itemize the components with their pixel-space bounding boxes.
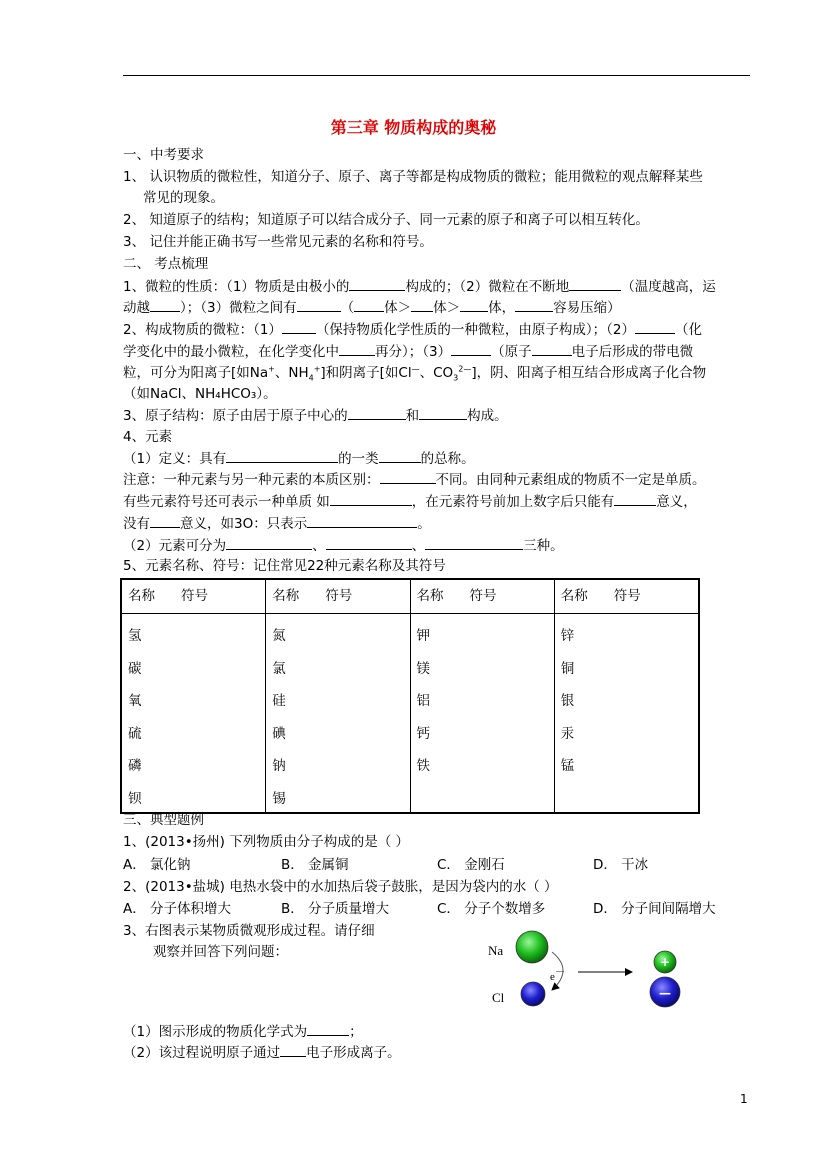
element-name: 磷 — [128, 758, 142, 774]
text: 3、原子结构：原子由居于原子中心的 — [123, 408, 348, 424]
element-name: 硅 — [272, 693, 286, 709]
text: 、 — [411, 538, 426, 554]
blank — [411, 298, 433, 312]
blank — [425, 536, 523, 550]
element-name: 碳 — [128, 660, 142, 677]
na-label: Na — [488, 943, 504, 958]
atom-structure — [123, 406, 508, 425]
element-heading: 4、元素 — [123, 429, 173, 445]
header-name: 名称 — [560, 588, 588, 604]
header-cell — [121, 579, 266, 614]
blank — [307, 514, 417, 528]
blank — [532, 342, 572, 356]
blank — [280, 1043, 306, 1057]
ionic-bond-diagram — [480, 920, 720, 1020]
blank — [460, 298, 488, 312]
option-a: A． 氯化钠 — [123, 857, 191, 873]
blank — [569, 277, 621, 291]
element-name: 氧 — [128, 693, 142, 709]
requirement-3: 3、 记住并能正确书写一些常见元素的名称和符号。 — [123, 234, 433, 250]
element-column — [266, 614, 410, 814]
element-column — [410, 614, 554, 814]
requirement-1-cont: 常见的现象。 — [143, 190, 224, 206]
element-symbol-note — [123, 492, 697, 511]
option-b: B． 分子质量增大 — [281, 901, 390, 917]
chapter-title: 第三章 物质构成的奥秘 — [330, 118, 497, 137]
text: 动越 — [123, 300, 150, 316]
text: ]和阴离子[如Cl — [320, 365, 412, 381]
blank — [339, 342, 375, 356]
blank — [150, 514, 180, 528]
text: 再分）；（3） — [375, 344, 452, 360]
element-name: 硫 — [128, 725, 142, 742]
blank — [226, 449, 338, 463]
option-a: A． 分子体积增大 — [123, 901, 232, 917]
blank — [282, 320, 316, 334]
text: 体， — [488, 300, 516, 316]
text: ）；（3）微粒之间有 — [180, 300, 297, 316]
header-name: 名称 — [128, 588, 155, 604]
sup: — — [411, 364, 420, 374]
text: 、NH — [274, 365, 309, 381]
electron-label: e — [550, 971, 555, 983]
question-2: 2、(2013•盐城) 电热水袋中的水加热后袋子鼓胀，是因为袋内的水（ ） — [123, 879, 558, 895]
blank — [635, 320, 675, 334]
header-symbol: 符号 — [469, 588, 497, 604]
particles-line3 — [123, 364, 706, 382]
element-names-heading: 5、元素名称、符号：记住常见22种元素名称及其符号 — [123, 558, 446, 574]
text: （化 — [675, 322, 703, 338]
text: 体＞ — [433, 300, 461, 316]
element-name: 锡 — [272, 790, 286, 807]
element-definition — [123, 449, 475, 468]
table-body-row — [121, 614, 699, 814]
text: 有些元素符号还可表示一种单质 如 — [123, 494, 330, 510]
text: ]，阴、阳离子相互结合形成离子化合物 — [471, 365, 707, 381]
element-name: 镁 — [416, 660, 430, 677]
header-symbol: 符号 — [613, 588, 641, 604]
text: （保持物质化学性质的一种微粒，由原子构成）；（2） — [315, 322, 636, 338]
particles-line2 — [123, 342, 693, 361]
section1-heading: 一、中考要求 — [123, 147, 204, 163]
text: （ — [340, 300, 355, 316]
text: 注意：一种元素与另一种元素的本质区别： — [123, 472, 380, 488]
element-column — [554, 614, 699, 814]
element-name: 锰 — [560, 758, 575, 774]
text: 。 — [417, 516, 431, 532]
element-name: 锌 — [560, 628, 575, 644]
blank — [226, 536, 312, 550]
blank — [451, 342, 491, 356]
header-cell — [266, 579, 410, 614]
sub: 4 — [308, 373, 314, 383]
text: 、 — [312, 538, 326, 554]
page-number: 1 — [740, 1092, 748, 1106]
header-name: 名称 — [272, 588, 300, 604]
text: 不同。由同种元素组成的物质不一定是单质。 — [435, 472, 706, 488]
element-name: 汞 — [560, 725, 575, 742]
element-note — [123, 470, 706, 489]
text: （2）元素可分为 — [123, 538, 227, 554]
header-cell — [410, 579, 554, 614]
text: 的总称。 — [420, 451, 475, 467]
element-name: 氢 — [128, 628, 142, 644]
option-b: B． 金属铜 — [281, 857, 349, 873]
text: 的一类 — [338, 451, 379, 467]
cl-label: Cl — [492, 990, 505, 1005]
text: 没有 — [123, 516, 150, 532]
element-name: 铝 — [416, 693, 430, 709]
particle-properties-line1 — [123, 277, 716, 296]
text: 构成的；（2）微粒在不断地 — [405, 279, 570, 295]
question-3-part2 — [123, 1043, 401, 1062]
question-1: 1、(2013•扬州) 下列物质由分子构成的是（ ） — [123, 834, 410, 850]
header-cell — [554, 579, 699, 614]
text: 意义， — [656, 494, 697, 510]
sup: + — [313, 364, 321, 374]
particles-line1 — [123, 320, 702, 339]
header-name: 名称 — [416, 588, 444, 604]
element-name: 钠 — [272, 758, 286, 774]
particle-properties-line2 — [123, 298, 621, 317]
element-name: 氮 — [272, 628, 286, 644]
question-3-part1 — [123, 1022, 363, 1041]
text: 、CO — [419, 365, 454, 381]
text: 体＞ — [384, 300, 412, 316]
blank — [614, 492, 656, 506]
blank — [515, 298, 553, 312]
text: （1）定义：具有 — [123, 451, 227, 467]
plus-sign: + — [659, 955, 671, 969]
element-name: 碘 — [272, 725, 286, 742]
element-name: 铁 — [416, 758, 430, 774]
header-symbol: 符号 — [181, 588, 208, 604]
text: 学变化中的最小微粒，在化学变化中 — [123, 344, 339, 360]
blank — [419, 406, 467, 420]
question-3-cont: 观察并回答下列问题： — [153, 944, 288, 960]
text: （原子 — [491, 344, 532, 360]
text: ； — [349, 1024, 363, 1040]
section2-heading: 二、 考点梳理 — [123, 256, 209, 272]
option-c: C． 分子个数增多 — [437, 901, 546, 917]
element-column — [121, 614, 266, 814]
text: （温度越高，运 — [621, 279, 716, 295]
element-table — [120, 578, 700, 814]
blank — [326, 536, 412, 550]
text: 三种。 — [523, 538, 564, 554]
blank — [348, 406, 406, 420]
text: 粒，可分为阳离子[如Na — [123, 365, 269, 381]
header-symbol: 符号 — [325, 588, 353, 604]
element-name: 银 — [560, 693, 575, 709]
text: （1）图示形成的物质化学式为 — [123, 1024, 308, 1040]
sup: 2— — [458, 364, 472, 374]
cl-atom — [521, 982, 545, 1006]
text: （2）该过程说明原子通过 — [123, 1045, 281, 1061]
text: 构成。 — [467, 408, 508, 424]
element-symbol-note-cont — [123, 514, 431, 533]
sup: + — [268, 364, 275, 374]
text: 容易压缩） — [553, 300, 621, 316]
requirement-1: 1、 认识物质的微粒性，知道分子、原子、离子等都是构成物质的微粒；能用微粒的观点解释某些 — [123, 169, 703, 185]
minus-sign: — — [659, 986, 671, 1000]
particles-line4: （如NaCl、NH₄HCO₃）。 — [123, 386, 277, 402]
option-d: D． 分子间间隔增大 — [593, 901, 716, 917]
element-name: 钡 — [128, 790, 142, 807]
option-d: D． 干冰 — [593, 857, 649, 873]
blank — [297, 298, 341, 312]
blank — [307, 1022, 349, 1036]
text: ，在元素符号前加上数字后只能有 — [411, 494, 615, 510]
blank — [379, 449, 421, 463]
na-atom — [516, 931, 548, 963]
table-header-row — [121, 579, 699, 614]
element-categories — [123, 536, 564, 555]
top-rule — [123, 75, 750, 76]
sub: 3 — [453, 373, 459, 383]
blank — [330, 492, 412, 506]
text: 和 — [405, 408, 420, 424]
blank — [354, 298, 384, 312]
electron-charge: — — [556, 966, 564, 975]
blank — [150, 298, 180, 312]
element-name: 铜 — [560, 660, 575, 677]
element-name: 钙 — [416, 725, 430, 742]
text: 意义，如3O：只表示 — [180, 516, 308, 532]
requirement-2: 2、 知道原子的结构；知道原子可以结合成分子、同一元素的原子和离子可以相互转化。 — [123, 212, 649, 228]
text: 2、构成物质的微粒：（1） — [123, 322, 282, 338]
option-c: C． 金刚石 — [437, 857, 505, 873]
section3-heading: 三、典型题例 — [123, 812, 204, 828]
element-name: 氯 — [272, 660, 286, 677]
element-name: 钾 — [416, 628, 430, 644]
question-3: 3、右图表示某物质微观形成过程。请仔细 — [123, 923, 375, 939]
text: 1、微粒的性质：（1）物质是由极小的 — [123, 279, 350, 295]
blank — [349, 277, 405, 291]
text: 电子形成离子。 — [306, 1045, 401, 1061]
text: 电子后形成的带电微 — [571, 344, 694, 360]
blank — [380, 470, 436, 484]
